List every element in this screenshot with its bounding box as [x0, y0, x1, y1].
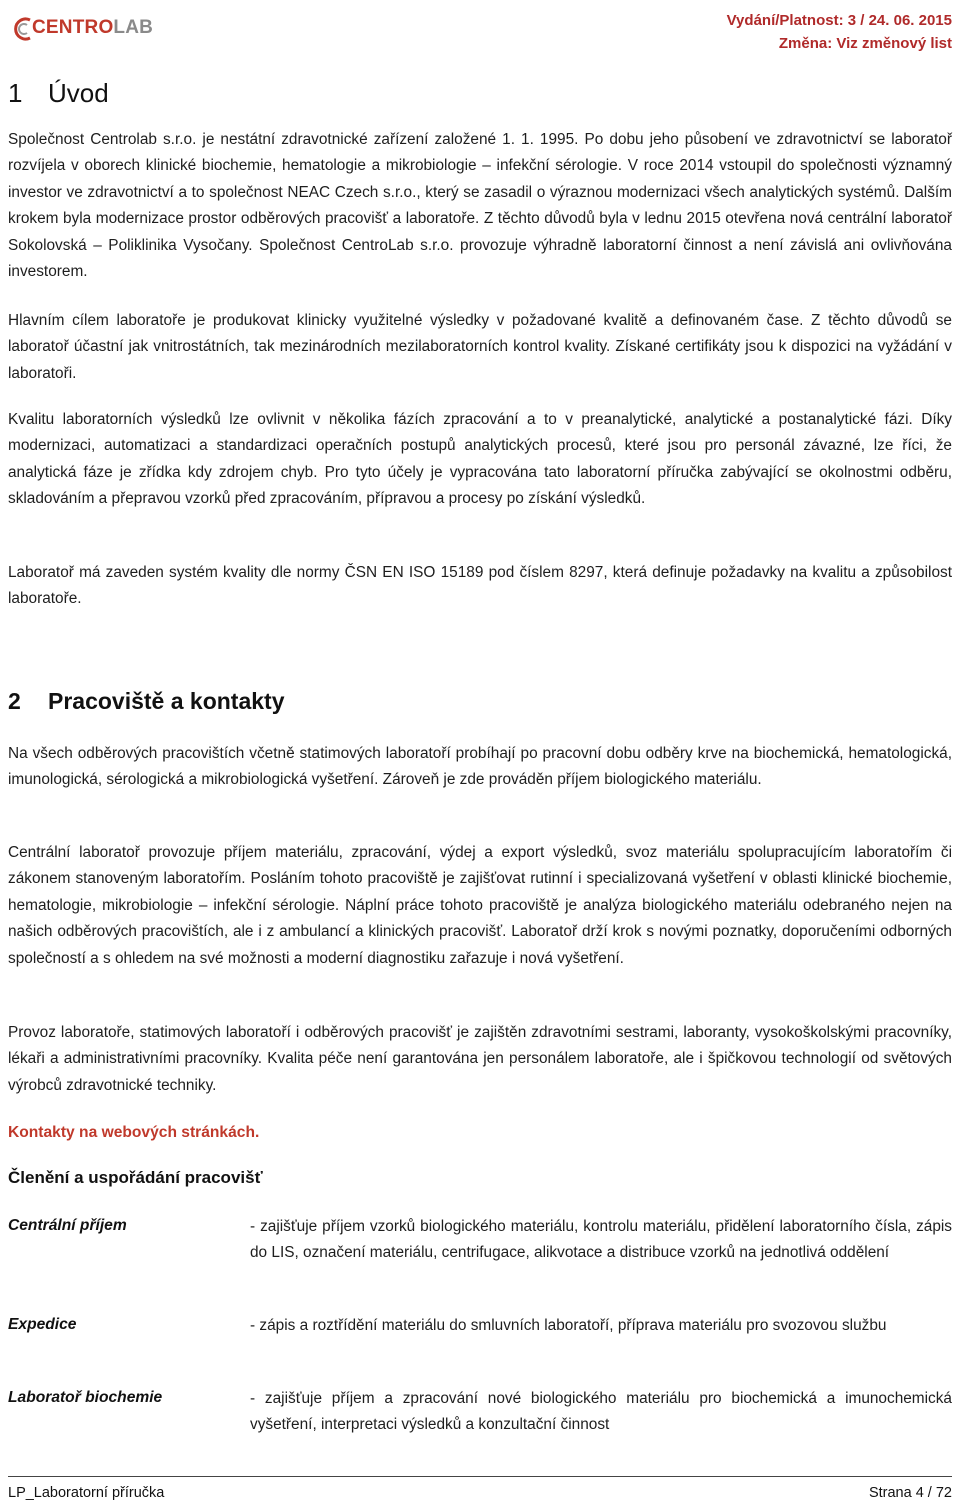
centrolab-logo: [12, 8, 154, 48]
page-header: [8, 0, 952, 60]
paragraph: Hlavním cílem laboratoře je produkovat klinicky využitelné výsledky v požadované kvalitě a definovaném čase. Z těchto důvodů se laboratoř účastní jak vnitrostátních, tak mezinárodních mezilaboratorních kontrol kvality. Získané certifikáty jsou k dispozici na vyžádání v laboratoři.: [8, 312, 952, 382]
department-term: Laboratoř biochemie: [8, 1389, 163, 1406]
paragraph: Na všech odběrových pracovištích včetně statimových laboratoří probíhají po pracovní dobu odběry krve na biochemická, hematologická, imunologická, sérologická a mikrobiologická vyšetření. Zároveň je zde prováděn příjem biologického materiálu.: [8, 745, 952, 789]
department-term: Expedice: [8, 1316, 77, 1333]
footer-divider: [8, 1476, 952, 1477]
document-page: [8, 0, 952, 1505]
department-desc: - zajišťuje příjem a zpracování nové biologického materiálu pro biochemická a imunochemická vyšetření, interpretaci výsledků a konzultační činnost: [250, 1390, 952, 1434]
section-1-heading: [8, 78, 109, 109]
department-term: Centrální příjem: [8, 1217, 127, 1234]
subheading: Členění a uspořádání pracovišť: [8, 1168, 263, 1187]
department-desc: - zajišťuje příjem vzorků biologického materiálu, kontrolu materiálu, přidělení laboratorního čísla, zápis do LIS, označení materiálu, centrifugace, alikvotace a distribuce vzorků na jednotlivá oddělení: [250, 1218, 952, 1262]
contacts-link[interactable]: Kontakty na webových stránkách.: [8, 1124, 260, 1141]
logo-text: CENTROLAB: [32, 17, 154, 38]
logo-mark-icon: [12, 16, 34, 42]
paragraph: Centrální laboratoř provozuje příjem materiálu, zpracování, výdej a export výsledků, svoz materiálu spolupracujícím laboratořím či zákonem stanoveným laboratořím. Posláním tohoto pracoviště je zajišťovat rutinní i specializovaná vyšetření v oblasti klinické biochemie, hematologie, mikrobiologie – infekční sérologie. Náplní práce tohoto pracoviště je analýza biologického materiálu odebraného nejen na našich odběrových pracovištích, ale i z ambulancí a klinických pracovišť. Laboratoř drží krok s novými poznatky, doporučeními odborných společností a s ohledem na své možnosti a moderní diagnostiku zařazuje i nová vyšetření.: [8, 844, 952, 967]
section-number: 2: [8, 688, 21, 714]
paragraph: Laboratoř má zaveden systém kvality dle normy ČSN EN ISO 15189 pod číslem 8297, která definuje požadavky na kvalitu a způsobilost laboratoře.: [8, 564, 952, 608]
section-title: Pracoviště a kontakty: [48, 688, 285, 714]
footer-page-number: Strana 4 / 72: [868, 1485, 952, 1501]
change-note: Změna: Viz změnový list: [778, 35, 952, 52]
section-title: Úvod: [48, 78, 109, 108]
paragraph: Provoz laboratoře, statimových laboratoří i odběrových pracovišť je zajištěn zdravotními sestrami, laboranty, vysokoškolskými pracovníky, lékaři a administrativními pracovníky. Kvalita péče není garantována jen personálem laboratoře, ale i špičkovou technologií od světových výrobců zdravotnické techniky.: [8, 1024, 952, 1094]
section-2-heading: [8, 688, 285, 715]
issue-validity: Vydání/Platnost: 3 / 24. 06. 2015: [726, 12, 952, 29]
section-number: 1: [8, 78, 23, 108]
paragraph: Společnost Centrolab s.r.o. je nestátní zdravotnické zařízení založené 1. 1. 1995. Po dobu jeho působení ve zdravotnictví se laboratoř rozvíjela v oborech klinické biochemie, hematologie a mikrobiologie – infekční sérologie. V roce 2014 vstoupil do společnosti významný investor ve zdravotnictví a to společnost NEAC Czech s.r.o., který se zasadil o výraznou modernizaci všech analytických systémů. Dalším krokem byla modernizace prostor odběrových pracovišť a laboratoře. Z těchto důvodů byla v lednu 2015 otevřena nová centrální laboratoř Sokolovská – Poliklinika Vysočany. Společnost CentroLab s.r.o. provozuje výhradně laboratorní činnost a není závislá ani ovlivňována investorem.: [8, 131, 952, 281]
header-meta: [727, 9, 952, 55]
paragraph: Kvalitu laboratorních výsledků lze ovlivnit v několika fázích zpracování a to v preanalytické, analytické a postanalytické fázi. Díky modernizaci, automatizaci a standardizaci operačních postupů analytických procesů, které jsou pro personál závazné, lze říci, že analytická fáze je zřídka kdy zdrojem chyb. Pro tyto účely je vypracována tato laboratorní příručka zabývající se okolnostmi odběru, skladováním a přepravou vzorků před zpracováním, přípravou a procesy po získání výsledků.: [8, 411, 952, 508]
footer-doc-name: LP_Laboratorní příručka: [8, 1485, 165, 1501]
department-desc: - zápis a roztřídění materiálu do smluvních laboratoří, příprava materiálu pro svozovou službu: [250, 1317, 887, 1334]
